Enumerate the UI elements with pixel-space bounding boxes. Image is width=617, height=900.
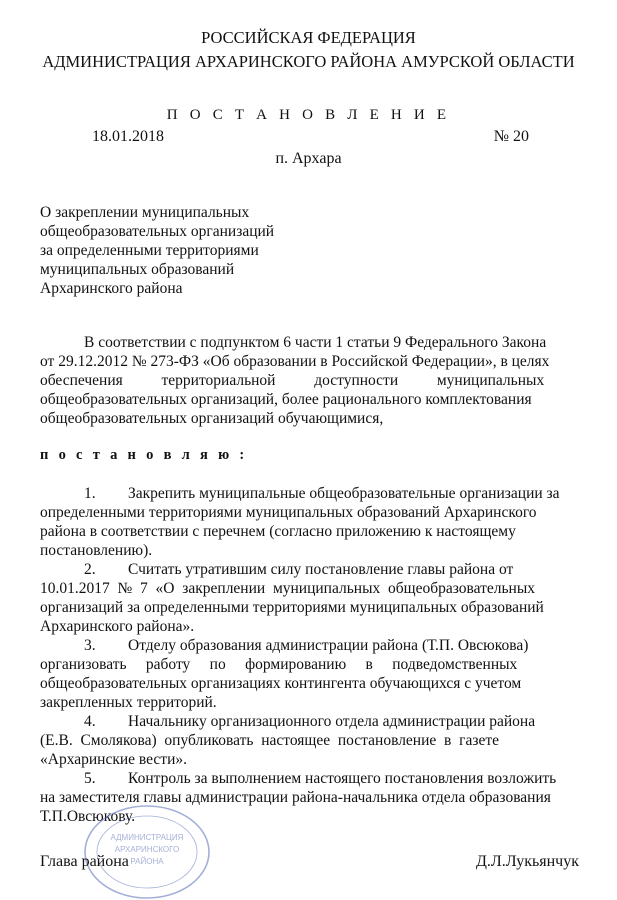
intro-line: общеобразовательных организаций обучающимися, bbox=[40, 410, 384, 427]
seal-text-line: АДМИНИСТРАЦИЯ bbox=[110, 833, 184, 842]
official-seal-stamp bbox=[72, 790, 222, 900]
intro-line: общеобразовательных организаций, более рационального комплектования bbox=[40, 391, 532, 408]
item-3-first-line bbox=[40, 636, 580, 655]
item-line: Т.П.Овсюкову. bbox=[40, 808, 136, 825]
item-number: 3. bbox=[84, 637, 96, 654]
item-line: закрепленных территорий. bbox=[40, 694, 217, 711]
item-line: (Е.В. Смолякова) опубликовать настоящее постановление в газете bbox=[40, 732, 499, 749]
item-number: 1. bbox=[84, 485, 96, 502]
item-line: определенными территориями муниципальных образований Архаринского bbox=[40, 504, 537, 521]
item-number: 5. bbox=[84, 770, 96, 787]
item-line: организаций за определенными территориями муниципальных образований bbox=[40, 599, 544, 616]
item-text: Контроль за выполнением настоящего постановления возложить bbox=[128, 770, 557, 787]
subject-line: общеобразовательных организаций bbox=[40, 223, 275, 240]
item-1-first-line bbox=[40, 484, 580, 503]
item-text: Закрепить муниципальные общеобразовательные организации за bbox=[128, 485, 560, 502]
header-administration: АДМИНИСТРАЦИЯ АРХАРИНСКОГО РАЙОНА АМУРСКОЙ ОБЛАСТИ bbox=[42, 52, 575, 71]
item-5-first-line bbox=[40, 769, 580, 788]
item-text: Отделу образования администрации района (Т.П. Овсюкова) bbox=[128, 637, 529, 654]
intro-line: В соответствии с подпунктом 6 части 1 статьи 9 Федерального Закона bbox=[84, 334, 547, 351]
intro-line: от 29.12.2012 № 273-ФЗ «Об образовании в Российской Федерации», в целях bbox=[40, 353, 550, 370]
intro-line: обеспечения территориальной доступности муниципальных bbox=[40, 372, 545, 389]
signature-position: Глава района bbox=[40, 853, 129, 870]
subject-line: О закреплении муниципальных bbox=[40, 204, 250, 221]
item-line: 10.01.2017 № 7 «О закреплении муниципальных общеобразовательных bbox=[40, 580, 536, 597]
item-line: постановлению). bbox=[40, 542, 153, 559]
intro-paragraph bbox=[40, 333, 580, 428]
item-line: организовать работу по формированию в подведомственных bbox=[40, 656, 518, 673]
item-text: Считать утратившим силу постановление главы района от bbox=[128, 561, 514, 578]
seal-text-line: РАЙОНА bbox=[130, 857, 164, 866]
header-country: РОССИЙСКАЯ ФЕДЕРАЦИЯ bbox=[201, 28, 416, 47]
item-line: Архаринского района». bbox=[40, 618, 195, 635]
document-type-title: П О С Т А Н О В Л Е Н И Е bbox=[166, 107, 451, 123]
item-line: «Архаринские вести». bbox=[40, 751, 187, 768]
item-line: района в соответствии с перечнем (согласно приложению к настоящему bbox=[40, 523, 516, 540]
document-place: п. Архара bbox=[275, 150, 342, 167]
seal-text-line: АРХАРИНСКОГО bbox=[114, 845, 180, 854]
item-number: 4. bbox=[84, 713, 96, 730]
item-line: на заместителя главы администрации района-начальника отдела образования bbox=[40, 789, 551, 806]
item-number: 2. bbox=[84, 561, 96, 578]
subject-line: Архаринского района bbox=[40, 280, 183, 297]
document-date: 18.01.2018 bbox=[92, 128, 164, 145]
subject-line: за определенными территориями bbox=[40, 242, 259, 259]
document-subject bbox=[40, 203, 274, 298]
item-line: общеобразовательных организациях контингента обучающихся с учетом bbox=[40, 675, 522, 692]
document-number: № 20 bbox=[493, 128, 529, 145]
item-text: Начальнику организационного отдела администрации района bbox=[128, 713, 536, 730]
decree-heading: п о с т а н о в л я ю : bbox=[40, 447, 248, 463]
subject-line: муниципальных образований bbox=[40, 261, 235, 278]
item-2-first-line bbox=[40, 560, 580, 579]
item-4-first-line bbox=[40, 712, 580, 731]
signature-name: Д.Л.Лукьянчук bbox=[475, 853, 579, 870]
decree-items bbox=[40, 484, 580, 826]
